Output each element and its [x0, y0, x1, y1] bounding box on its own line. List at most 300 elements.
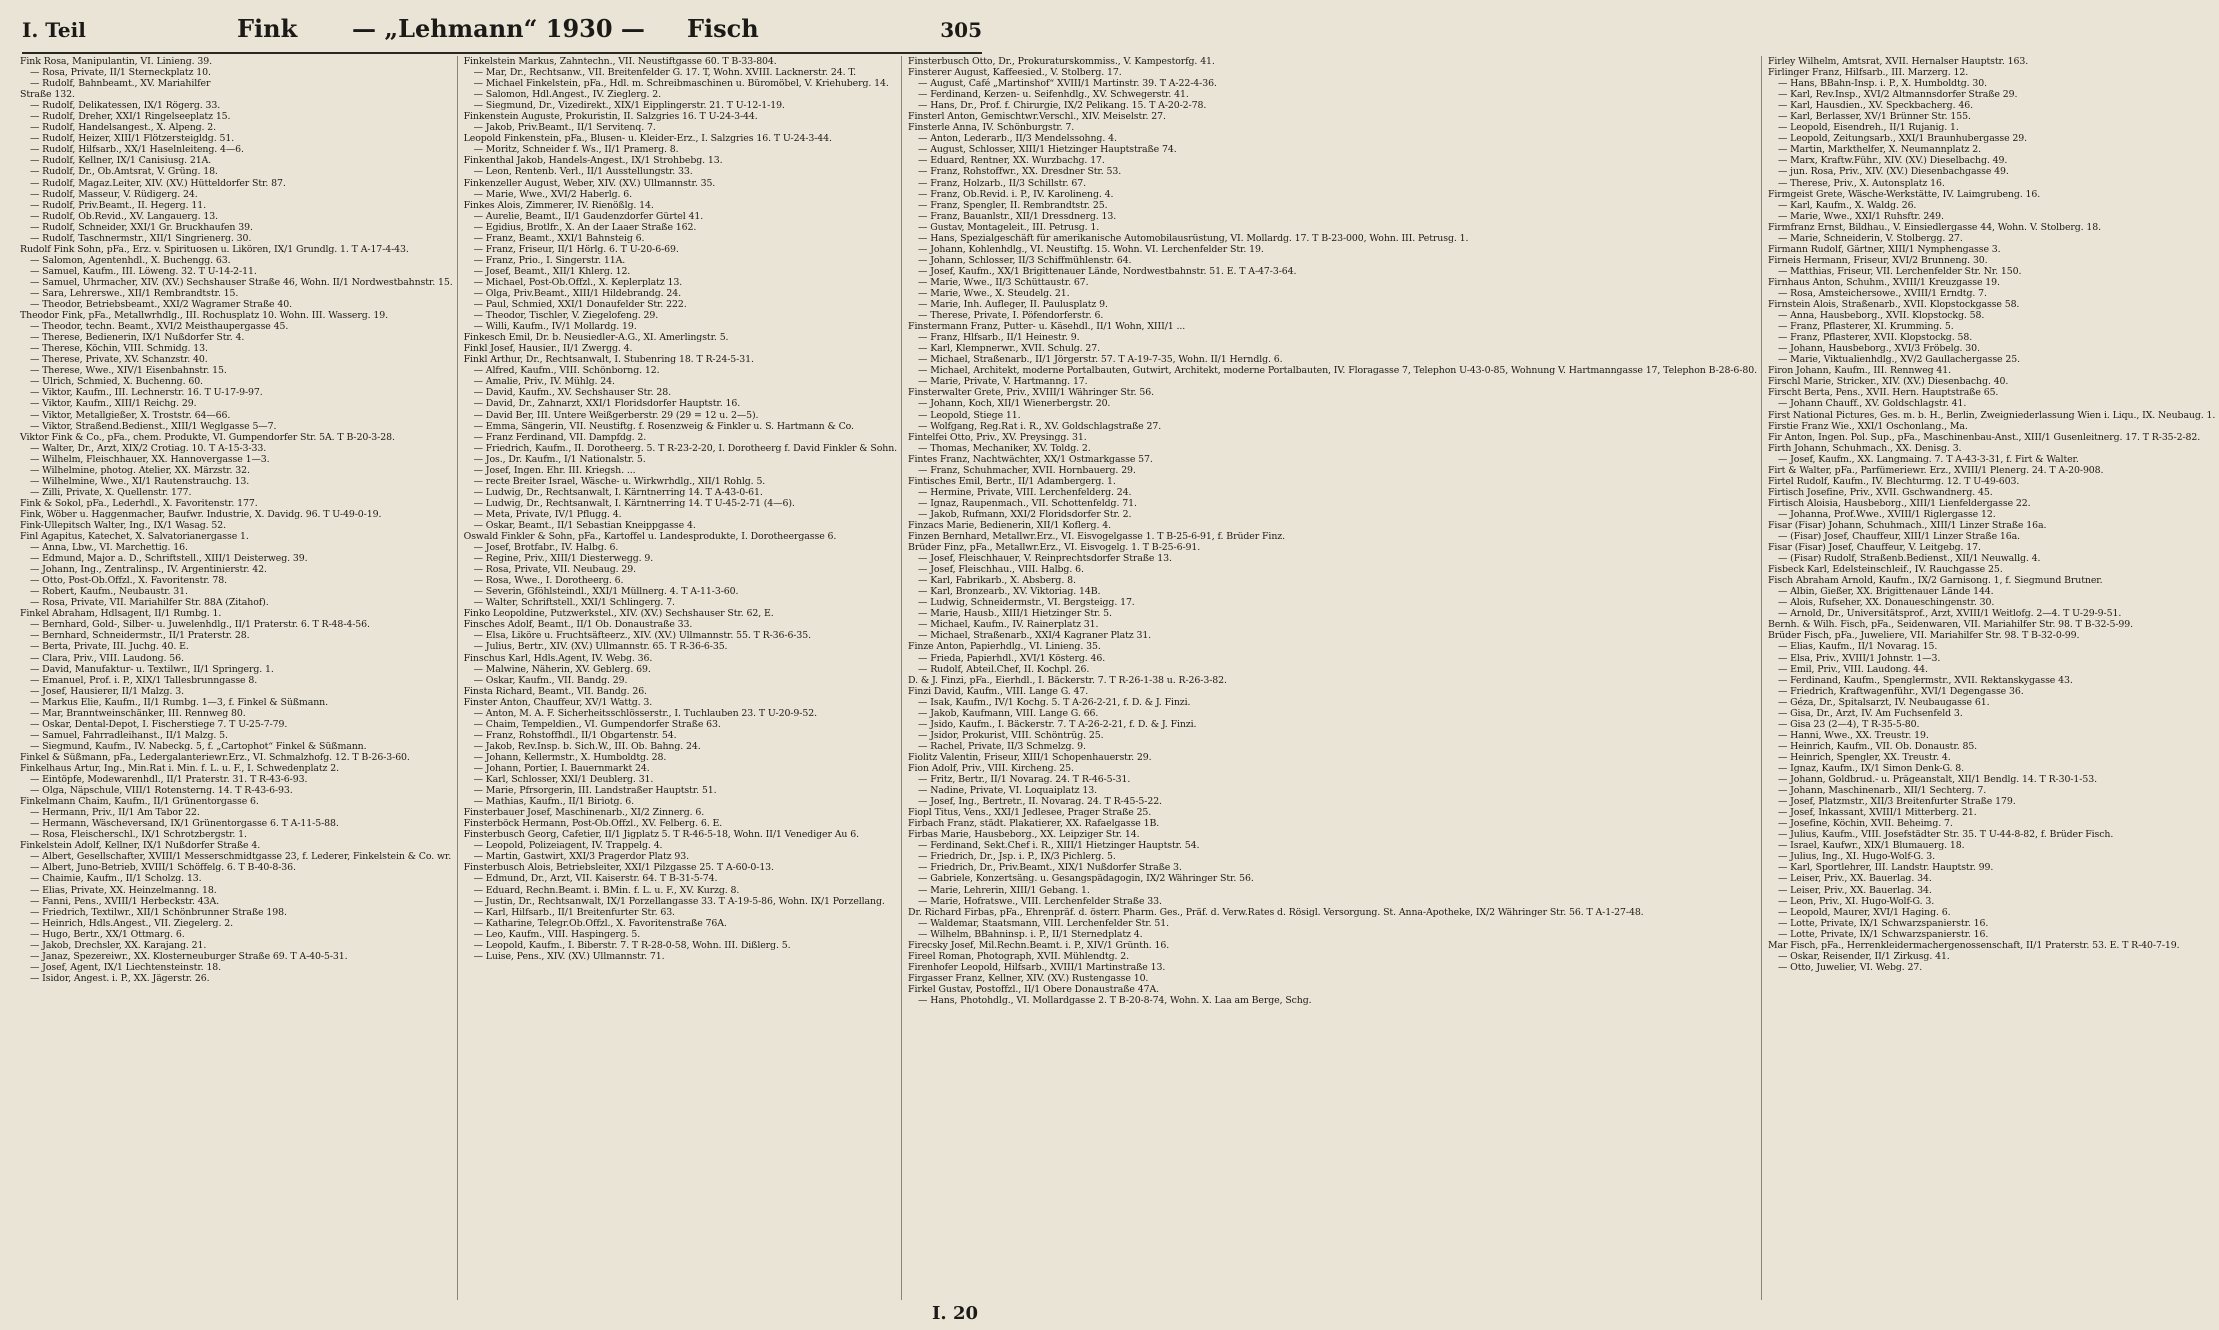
directory-entry: — Rudolf, Ob.Revid., XV. Langauerg. 13. — [30, 210, 218, 222]
directory-entry: Finsterböck Hermann, Post-Ob.Offzl., XV. Felberg. 6. E. — [463, 818, 723, 830]
directory-entry: — recte Breiter Israel, Wäsche- u. Wirkwrhdlg., XII/1 Rohlg. 5. — [473, 475, 766, 487]
directory-entry: — Franz, Hlfsarb., II/1 Heinestr. 9. — [918, 332, 1080, 344]
directory-entry: Firley Wilhelm, Amtsrat, XVII. Hernalser Hauptstr. 163. — [1767, 56, 2029, 67]
directory-entry: — Albert, Gesellschafter, XVIII/1 Messerschmidtgasse 23, f. Lederer, Finkelstein & Co. wr. — [30, 851, 452, 863]
directory-entry: — Rudolf, Delikatessen, IX/1 Rögerg. 33. — [30, 100, 221, 112]
directory-entry: — Josef, Platzmstr., XII/3 Breitenfurter Straße 179. — [1777, 796, 2016, 808]
directory-entry: — Martin, Gastwirt, XXI/3 Pragerdor Platz 93. — [473, 851, 689, 863]
directory-entry: — Johann, Kellermstr., X. Humboldtg. 28. — [473, 751, 667, 763]
directory-column-4 — [1768, 56, 2219, 1300]
directory-entry: Finkesch Emil, Dr. b. Neusiedler-A.G., XI. Amerlingstr. 5. — [463, 332, 729, 344]
directory-entry: — Luise, Pens., XIV. (XV.) Ullmannstr. 71. — [473, 950, 665, 962]
directory-entry: Viktor Fink & Co., pFa., chem. Produkte, VI. Gumpendorfer Str. 5A. T B-20-3-28. — [20, 431, 395, 443]
directory-entry: — Franz, Pflasterer, XVII. Klopstockg. 58. — [1777, 332, 1973, 344]
directory-entry: — Ludwig, Dr., Rechtsanwalt, I. Kärntnerring 14. T U-45-2-71 (4—6). — [473, 497, 795, 509]
running-title: — „Lehmann“ 1930 — — [352, 14, 645, 43]
directory-entry: — Josef, Brotfabr., IV. Halbg. 6. — [473, 542, 619, 554]
directory-entry: — Salomon, Agentenhdl., X. Buchengg. 63. — [30, 254, 231, 266]
directory-entry: Firon Johann, Kaufm., III. Rennweg 41. — [1767, 365, 1952, 377]
directory-entry: — Rudolf, Heizer, XIII/1 Flötzersteigldg. 51. — [30, 133, 235, 145]
directory-entry: — Mar, Dr., Rechtsanw., VII. Breitenfelder G. 17. T, Wohn. XVIII. Lacknerstr. 24. T. — [473, 67, 857, 79]
directory-entry: — Therese, Private, XV. Schanzstr. 40. — [30, 354, 208, 366]
right-catchword: Fisch — [687, 14, 759, 43]
directory-entry: — Bernhard, Schneidermstr., II/1 Praterstr. 28. — [30, 630, 250, 642]
directory-entry: — Janaz, Spezereiwr., XX. Klosterneuburger Straße 69. T A-40-5-31. — [30, 950, 348, 962]
directory-entry: — Theodor, Tischler, V. Ziegelofeng. 29. — [473, 310, 659, 322]
directory-entry: — Ludwig, Schneidermstr., VI. Bergsteigg. 17. — [918, 597, 1135, 609]
directory-entry: — Franz, Holzarb., II/3 Schillstr. 67. — [918, 177, 1086, 189]
directory-entry: — Moritz, Schneider f. Ws., II/1 Pramerg. 8. — [473, 144, 679, 156]
directory-entry: — Josef, Kaufm., XX. Langmaing. 7. T A-43-3-31, f. Firt & Walter. — [1777, 453, 2079, 465]
directory-entry: — Franz, Rohstoffwr., XX. Dresdner Str. 53. — [918, 166, 1122, 178]
directory-entry: — Viktor, Straßend.Bedienst., XIII/1 Weglgasse 5—7. — [30, 420, 277, 432]
directory-entry: — Gisa, Dr., Arzt, IV. Am Fuchsenfeld 3. — [1777, 707, 1963, 719]
directory-entry: — Nadine, Private, VI. Loquaiplatz 13. — [918, 785, 1098, 797]
directory-entry: — Oskar, Beamt., II/1 Sebastian Kneippgasse 4. — [473, 519, 696, 531]
directory-entry: — Oskar, Reisender, II/1 Zirkusg. 41. — [1777, 950, 1950, 962]
directory-entry: Finsterle Anna, IV. Schönburgstr. 7. — [908, 122, 1075, 134]
directory-entry: — Bernhard, Gold-, Silber- u. Juwelenhdlg., II/1 Praterstr. 6. T R-48-4-56. — [30, 619, 370, 631]
directory-entry: Firbach Franz, städt. Plakatierer, XX. Rafaelgasse 1B. — [908, 818, 1160, 830]
directory-entry: — Elias, Kaufm., II/1 Novarag. 15. — [1777, 641, 1938, 653]
directory-entry: — Walter, Schriftstell., XXI/1 Schlingerg. 7. — [473, 597, 675, 609]
directory-entry: Fink & Sokol, pFa., Lederhdl., X. Favoritenstr. 177. — [20, 497, 258, 509]
directory-entry: — Ignaz, Raupenmach., VII. Schottenfeldg. 71. — [918, 497, 1137, 509]
directory-entry: — Rosa, Private, II/1 Sterneckplatz 10. — [30, 67, 211, 79]
directory-entry: Firscht Berta, Pens., XVII. Hern. Hauptstraße 65. — [1767, 387, 1999, 399]
directory-entry: — Rudolf, Schneider, XXI/1 Gr. Bruckhaufen 39. — [30, 221, 253, 233]
directory-entry: — Rudolf, Masseur, V. Rüdigerg. 24. — [30, 188, 198, 200]
directory-entry: — Marie, Wwe., II/3 Schüttaustr. 67. — [918, 276, 1089, 288]
directory-entry: Finschus Karl, Hdls.Agent, IV. Webg. 36. — [463, 652, 653, 664]
directory-entry: — Friedrich, Textilwr., XII/1 Schönbrunner Straße 198. — [30, 906, 287, 918]
directory-entry: Firecsky Josef, Mil.Rechn.Beamt. i. P., XIV/1 Grünth. 16. — [908, 939, 1170, 951]
directory-entry: — Michael, Straßenarb., II/1 Jörgerstr. 57. T A-19-7-35, Wohn. II/1 Herndlg. 6. — [918, 354, 1283, 366]
directory-entry: — Hermann, Wäscheversand, IX/1 Grünentorgasse 6. T A-11-5-88. — [30, 818, 339, 830]
directory-entry: Brüder Finz, pFa., Metallwr.Erz., VI. Eisvogelg. 1. T B-25-6-91. — [908, 542, 1201, 554]
sheet-signature: I. 20 — [931, 1303, 978, 1324]
directory-entry: — David, Manufaktur- u. Textilwr., II/1 Springerg. 1. — [30, 663, 274, 675]
directory-entry: Finsterbusch Otto, Dr., Prokuraturskommiss., V. Kampestorfg. 41. — [908, 56, 1215, 67]
directory-entry: Rudolf Fink Sohn, pFa., Erz. v. Spirituosen u. Likören, IX/1 Grundlg. 1. T A-17-4-43. — [20, 243, 409, 255]
directory-entry: — Viktor, Kaufm., XIII/1 Reichg. 29. — [30, 398, 197, 410]
directory-entry: Finsterbusch Alois, Betriebsleiter, XXI/1 Pilzgasse 25. T A-60-0-13. — [463, 862, 774, 874]
directory-entry: — Heinrich, Hdls.Angest., VII. Ziegelerg. 2. — [30, 917, 233, 929]
directory-entry: — Regine, Priv., XIII/1 Diesterwegg. 9. — [473, 553, 654, 565]
directory-entry: — Johann, Maschinenarb., XII/1 Sechterg. 7. — [1777, 785, 1987, 797]
directory-entry: — Waldemar, Staatsmann, VIII. Lerchenfelder Str. 51. — [918, 917, 1170, 929]
directory-entry: Fisbeck Karl, Edelsteinschleif., IV. Rauchgasse 25. — [1767, 564, 2003, 576]
directory-entry: Finkes Alois, Zimmerer, IV. Rienößlg. 14. — [463, 199, 654, 211]
directory-entry: — Lotte, Private, IX/1 Schwarzspanierstr. 16. — [1777, 928, 1989, 940]
directory-entry: — Willi, Kaufm., IV/1 Mollardg. 19. — [473, 321, 637, 333]
directory-entry: — Therese, Priv., X. Autonsplatz 16. — [1777, 177, 1945, 189]
directory-entry: Fink, Wöber u. Haggenmacher, Baufwr. Industrie, X. Davidg. 96. T U-49-0-19. — [20, 508, 382, 520]
directory-entry: Finko Leopoldine, Putzwerkstel., XIV. (XV.) Sechshauser Str. 62, E. — [463, 608, 774, 620]
directory-entry: — Paul, Schmied, XXI/1 Donaufelder Str. 222. — [473, 299, 687, 311]
directory-entry: Firschl Marie, Stricker., XIV. (XV.) Diesenbachg. 40. — [1767, 376, 2009, 388]
directory-entry: Firt & Walter, pFa., Parfümeriewr. Erz., XVIII/1 Plenerg. 24. T A-20-908. — [1767, 464, 2104, 476]
directory-entry: Fisch Abraham Arnold, Kaufm., IX/2 Garnisong. 1, f. Siegmund Brutner. — [1767, 575, 2103, 587]
directory-entry: — Robert, Kaufm., Neubaustr. 31. — [30, 586, 188, 598]
directory-entry: — Anton, M. A. F. Sicherheitsschlösserstr., I. Tuchlauben 23. T U-20-9-52. — [473, 707, 817, 719]
directory-entry: Finsches Adolf, Beamt., II/1 Ob. Donaustraße 33. — [463, 619, 693, 631]
directory-entry: First National Pictures, Ges. m. b. H., Berlin, Zweigniederlassung Wien i. Liqu., IX. Neubaug. 1. — [1767, 409, 2216, 421]
directory-entry: Fintisches Emil, Bertr., II/1 Adambergerg. 1. — [908, 475, 1116, 487]
directory-entry: — Josef, Ing., Bertretr., II. Novarag. 24. T R-45-5-22. — [918, 796, 1162, 808]
directory-entry: — Israel, Kaufwr., XIX/1 Blumauerg. 18. — [1777, 840, 1965, 852]
directory-entry: — Therese, Köchin, VIII. Schmidg. 13. — [30, 343, 208, 355]
directory-entry: — Siegmund, Dr., Vizedirekt., XIX/1 Eipplingerstr. 21. T U-12-1-19. — [473, 100, 785, 112]
directory-entry: — Rosa, Fleischerschl., IX/1 Schrotzbergstr. 1. — [30, 829, 247, 841]
directory-entry: Straße 132. — [20, 89, 75, 101]
directory-entry: — Otto, Post-Ob.Offzl., X. Favoritenstr. 78. — [30, 575, 228, 587]
directory-entry: — Justin, Dr., Rechtsanwalt, IX/1 Porzellangasse 33. T A-19-5-86, Wohn. IX/1 Porzellang. — [473, 895, 885, 907]
directory-entry: — Ferdinand, Kerzen- u. Seifenhdlg., XV. Schwegerstr. 41. — [918, 89, 1189, 101]
directory-entry: — Franz, Prio., I. Singerstr. 11A. — [473, 254, 626, 266]
directory-entry: Finsta Richard, Beamt., VII. Bandg. 26. — [463, 685, 647, 697]
directory-column-2 — [464, 56, 902, 1300]
directory-entry: — Samuel, Uhrmacher, XIV. (XV.) Sechshauser Straße 46, Wohn. II/1 Nordwestbahnstr. 15. — [30, 276, 453, 288]
directory-entry: — Franz Ferdinand, VII. Dampfdg. 2. — [473, 431, 647, 443]
directory-entry: — Clara, Priv., VIII. Laudong. 56. — [30, 652, 184, 664]
directory-entry: — Rosa, Wwe., I. Dorotheerg. 6. — [473, 575, 624, 587]
directory-entry: Firth Johann, Schuhmach., XX. Denisg. 3. — [1767, 442, 1962, 454]
directory-entry: — Josef, Beamt., XII/1 Khlerg. 12. — [473, 265, 631, 277]
directory-entry: — Samuel, Kaufm., III. Löweng. 32. T U-14-2-11. — [30, 265, 257, 277]
directory-entry: — Chaim, Tempeldien., VI. Gumpendorfer Straße 63. — [473, 718, 721, 730]
directory-entry: — Oskar, Kaufm., VII. Bandg. 29. — [473, 674, 628, 686]
directory-entry: Fink Rosa, Manipulantin, VI. Linieng. 39. — [20, 56, 212, 67]
directory-entry: Finsterwalter Grete, Priv., XVIII/1 Währinger Str. 56. — [908, 387, 1155, 399]
directory-entry: Firnhaus Anton, Schuhm., XVIII/1 Kreuzgasse 19. — [1767, 276, 2000, 288]
directory-entry: — Marie, Schneiderin, V. Stolbergg. 27. — [1777, 232, 1963, 244]
directory-entry: — Johann, Hausbeborg., XVI/3 Fröbelg. 30. — [1777, 343, 1980, 355]
directory-entry: — Leon, Priv., XI. Hugo-Wolf-G. 3. — [1777, 895, 1935, 907]
directory-entry: — Karl, Hausdien., XV. Speckbacherg. 46. — [1777, 100, 1973, 112]
directory-entry: — Josef, Hausierer, II/1 Malzg. 3. — [30, 685, 184, 697]
directory-entry: Firtel Rudolf, Kaufm., IV. Blechturmg. 12. T U-49-603. — [1767, 475, 2020, 487]
directory-entry: — Johann, Ing., Zentralinsp., IV. Argentinierstr. 42. — [30, 564, 267, 576]
directory-entry: — Isak, Kaufm., IV/1 Kochg. 5. T A-26-2-21, f. D. & J. Finzi. — [918, 696, 1191, 708]
directory-entry: Finsterbusch Georg, Cafetier, II/1 Jigplatz 5. T R-46-5-18, Wohn. II/1 Venediger Au 6. — [463, 829, 859, 841]
directory-entry: — Michael Finkelstein, pFa., Hdl. m. Schreibmaschinen u. Büromöbel, V. Kriehuberg. 14. — [473, 78, 889, 90]
directory-entry: — Severin, Gföhlsteindl., XXI/1 Müllnerg. 4. T A-11-3-60. — [473, 586, 739, 598]
directory-entry: — Alois, Rufseher, XX. Donaueschingenstr. 30. — [1777, 597, 1995, 609]
directory-entry: — Eintöpfe, Modewarenhdl., II/1 Praterstr. 31. T R-43-6-93. — [30, 774, 308, 786]
directory-entry: — Franz, Schuhmacher, XVII. Hornbauerg. 29. — [918, 464, 1136, 476]
directory-entry: — Marie, Hofratswe., VIII. Lerchenfelder Straße 33. — [918, 895, 1162, 907]
directory-entry: — Jakob, Drechsler, XX. Karajang. 21. — [30, 939, 207, 951]
directory-entry: — David, Dr., Zahnarzt, XXI/1 Floridsdorfer Hauptstr. 16. — [473, 398, 741, 410]
directory-entry: — Karl, Schlosser, XXI/1 Deublerg. 31. — [473, 774, 654, 786]
directory-entry: Firlinger Franz, Hilfsarb., III. Marzerg. 12. — [1767, 67, 1969, 79]
directory-entry: — Edmund, Dr., Arzt, VII. Kaiserstr. 64. T B-31-5-74. — [473, 873, 718, 885]
directory-columns — [20, 56, 2216, 1300]
directory-entry: — Elsa, Liköre u. Fruchtsäfteerz., XIV. (XV.) Ullmannstr. 55. T R-36-6-35. — [473, 630, 811, 642]
directory-entry: — Karl, Kaufm., X. Waldg. 26. — [1777, 199, 1917, 211]
directory-entry: — Walter, Dr., Arzt, XIX/2 Crotiag. 10. T A-15-3-33. — [30, 442, 267, 454]
directory-entry: Firmfranz Ernst, Bildhau., V. Einsiedlergasse 44, Wohn. V. Stolberg. 18. — [1767, 221, 2102, 233]
directory-entry: — Wilhelmine, photog. Atelier, XX. Märzstr. 32. — [30, 464, 250, 476]
directory-entry: — Josefine, Köchin, XVII. Beheimg. 7. — [1777, 818, 1953, 830]
directory-entry: Firnstein Alois, Straßenarb., XVII. Klopstockgasse 58. — [1767, 299, 2020, 311]
directory-entry: — Rosa, Private, VII. Neubaug. 29. — [473, 564, 637, 576]
directory-entry: — Leon, Rentenb. Verl., II/1 Ausstellungstr. 33. — [473, 166, 693, 178]
directory-entry: — Olga, Näpschule, VIII/1 Rotensterng. 14. T R-43-6-93. — [30, 785, 293, 797]
directory-entry: — Berta, Private, III. Juchg. 40. E. — [30, 641, 189, 653]
directory-entry: — David, Kaufm., XV. Sechshauser Str. 28. — [473, 387, 672, 399]
directory-entry: — Matthias, Friseur, VII. Lerchenfelder Str. Nr. 150. — [1777, 265, 2022, 277]
directory-entry: Fiopl Titus, Vens., XXI/1 Jedlesee, Prager Straße 25. — [908, 807, 1152, 819]
directory-entry: — Julius, Ing., XI. Hugo-Wolf-G. 3. — [1777, 851, 1935, 863]
directory-entry: — Egidius, Brotlfr., X. An der Laaer Straße 162. — [473, 221, 697, 233]
directory-entry: — Otto, Juwelier, VI. Webg. 27. — [1777, 961, 1923, 973]
directory-entry: — Therese, Private, I. Pöfendorferstr. 6. — [918, 310, 1104, 322]
directory-entry: — Anna, Hausbeborg., XVII. Klopstockg. 58. — [1777, 310, 1985, 322]
directory-column-1 — [20, 56, 458, 1300]
directory-entry: — Friedrich, Kaufm., II. Dorotheerg. 5. T R-23-2-20, I. Dorotheerg f. David Finkler & Sohn. — [473, 442, 898, 454]
directory-entry: Firstie Franz Wie., XXI/1 Oschonlang., Ma. — [1767, 420, 1968, 432]
directory-entry: — Rudolf, Magaz.Leiter, XIV. (XV.) Hütteldorfer Str. 87. — [30, 177, 286, 189]
directory-entry: — Rosa, Private, VII. Mariahilfer Str. 88A (Zitahof). — [30, 597, 269, 609]
directory-entry: — Karl, Sportlehrer, III. Landstr. Hauptstr. 99. — [1777, 862, 1994, 874]
directory-entry: — Marie, Pfrsorgerin, III. Landstraßer Hauptstr. 51. — [473, 785, 717, 797]
directory-entry: — Emanuel, Prof. i. P., XIX/1 Tallesbrunngasse 8. — [30, 674, 258, 686]
directory-entry: — Alfred, Kaufm., VIII. Schönborng. 12. — [473, 365, 660, 377]
directory-entry: — Elias, Private, XX. Heinzelmanng. 18. — [30, 884, 217, 896]
directory-entry: — Eduard, Rechn.Beamt. i. BMin. f. L. u. F., XV. Kurzg. 8. — [473, 884, 740, 896]
directory-entry: — Zilli, Private, X. Quellenstr. 177. — [30, 486, 192, 498]
directory-entry: — Anton, Lederarb., II/3 Mendelssohng. 4. — [918, 133, 1117, 145]
page-header — [22, 12, 982, 54]
directory-entry: Finkl Arthur, Dr., Rechtsanwalt, I. Stubenring 18. T R-24-5-31. — [463, 354, 754, 366]
directory-entry: — Jakob, Rev.Insp. b. Sich.W., III. Ob. Bahng. 24. — [473, 740, 701, 752]
directory-entry: — Samuel, Fahrradleihanst., II/1 Malzg. 5. — [30, 729, 228, 741]
directory-entry: — Karl, Berlasser, XV/1 Brünner Str. 155. — [1777, 111, 1971, 123]
directory-entry: Finkelstein Adolf, Kellner, IX/1 Nußdorfer Straße 4. — [20, 840, 261, 852]
directory-entry: Fir Anton, Ingen. Pol. Sup., pFa., Maschinenbau-Anst., XIII/1 Gusenleitnerg. 17. T R-35-2-82. — [1767, 431, 2201, 443]
directory-entry: Finl Agapitus, Katechet, X. Salvatorianergasse 1. — [20, 531, 249, 543]
directory-entry: Firmann Rudolf, Gärtner, XIII/1 Nymphengasse 3. — [1767, 243, 2001, 255]
directory-entry: Firtisch Josefine, Priv., XVII. Gschwandnerg. 45. — [1767, 486, 1993, 498]
directory-entry: — Sara, Lehrerswe., XII/1 Rembrandtstr. 15. — [30, 287, 239, 299]
directory-entry: — Karl, Bronzearb., XV. Viktoriag. 14B. — [918, 586, 1101, 598]
directory-entry: — Elsa, Priv., XVIII/1 Johnstr. 1—3. — [1777, 652, 1941, 664]
directory-entry: — Marie, Viktualienhdlg., XV/2 Gaullachergasse 25. — [1777, 354, 2020, 366]
directory-entry: — Leopold, Eisendreh., II/1 Rujanig. 1. — [1777, 122, 1959, 134]
directory-entry: D. & J. Finzi, pFa., Eierhdl., I. Bäckerstr. 7. T R-26-1-38 u. R-26-3-82. — [908, 674, 1227, 686]
directory-entry: — Wilhelm, BBahninsp. i. P., II/1 Sternedplatz 4. — [918, 928, 1143, 940]
directory-entry: Dr. Richard Firbas, pFa., Ehrenpräf. d. österr. Pharm. Ges., Präf. d. Verw.Rates d. Rösigl. Versorgung. St. Anna-Apotheke, IX/2 Währinger Str. 56. T A-1-27-48. — [908, 906, 1644, 918]
directory-entry: — Emil, Priv., VIII. Laudong. 44. — [1777, 663, 1928, 675]
directory-entry: — Isidor, Angest. i. P., XX. Jägerstr. 26. — [30, 972, 210, 984]
directory-entry: — Julius, Bertr., XIV. (XV.) Ullmannstr. 65. T R-36-6-35. — [473, 641, 728, 653]
directory-entry: — Josef, Agent, IX/1 Liechtensteinstr. 18. — [30, 961, 222, 973]
directory-entry: Mar Fisch, pFa., Herrenkleidermachergenossenschaft, II/1 Praterstr. 53. E. T R-40-7-19. — [1767, 939, 2180, 951]
directory-entry: — Frieda, Papierhdl., XVI/1 Kösterg. 46. — [918, 652, 1106, 664]
directory-entry: — Ulrich, Schmied, X. Buchenng. 60. — [30, 376, 203, 388]
directory-entry: — Theodor, Betriebsbeamt., XXI/2 Wagramer Straße 40. — [30, 299, 292, 311]
directory-entry: — Rudolf, Taschnermstr., XII/1 Singrienerg. 30. — [30, 232, 252, 244]
directory-entry: — Rudolf, Handelsangest., X. Alpeng. 2. — [30, 122, 217, 134]
directory-entry: — Friedrich, Kraftwagenführ., XVI/1 Degengasse 36. — [1777, 685, 2024, 697]
directory-entry: — Leopold, Zeitungsarb., XXI/1 Braunhubergasse 29. — [1777, 133, 2028, 145]
directory-entry: — Katharine, Telegr.Ob.Offzl., X. Favoritenstraße 76A. — [473, 917, 727, 929]
directory-entry: Firbas Marie, Hausbeborg., XX. Leipziger Str. 14. — [908, 829, 1140, 841]
directory-entry: — Johann, Kohlenhdlg., VI. Neustiftg. 15. Wohn. VI. Lerchenfelder Str. 19. — [918, 243, 1264, 255]
directory-entry: Firenhofer Leopold, Hilfsarb., XVIII/1 Martinstraße 13. — [908, 961, 1166, 973]
directory-entry: — Hermine, Private, VIII. Lerchenfelderg. 24. — [918, 486, 1132, 498]
directory-entry: Finsterer August, Kaffeesied., V. Stolberg. 17. — [908, 67, 1122, 79]
directory-entry: — Hans, Dr., Prof. f. Chirurgie, IX/2 Pelikang. 15. T A-20-2-78. — [918, 100, 1207, 112]
directory-entry: — Marie, Lehrerin, XIII/1 Gebang. 1. — [918, 884, 1090, 896]
directory-entry: — Franz, Bauanlstr., XII/1 Dressdnerg. 13. — [918, 210, 1117, 222]
directory-entry: — Lotte, Private, IX/1 Schwarzspanierstr. 16. — [1777, 917, 1989, 929]
directory-entry: — Mathias, Kaufm., II/1 Biriotg. 6. — [473, 796, 634, 808]
directory-entry: Finsterl Anton, Gemischtwr.Verschl., XIV. Meiselstr. 27. — [908, 111, 1166, 123]
directory-entry: — Jakob, Rufmann, XXI/2 Floridsdorfer Str. 2. — [918, 508, 1132, 520]
directory-entry: Brüder Fisch, pFa., Juweliere, VII. Mariahilfer Str. 98. T B-32-0-99. — [1767, 630, 2080, 642]
directory-entry: — Marie, Wwe., XXI/1 Ruhsftr. 249. — [1777, 210, 1944, 222]
directory-entry: — Franz, Spengler, II. Rembrandtstr. 25. — [918, 199, 1108, 211]
part-label: I. Teil — [22, 18, 86, 42]
directory-entry: — Ludwig, Dr., Rechtsanwalt, I. Kärntnerring 14. T A-43-0-61. — [473, 486, 763, 498]
directory-entry: — Michael, Straßenarb., XXI/4 Kagraner Platz 31. — [918, 630, 1152, 642]
directory-entry: Finkenstein Auguste, Prokuristin, II. Salzgries 16. T U-24-3-44. — [463, 111, 758, 123]
directory-entry: — Franz, Pflasterer, XI. Krumming. 5. — [1777, 321, 1954, 333]
directory-entry: — Eduard, Rentner, XX. Wurzbachg. 17. — [918, 155, 1105, 167]
directory-entry: — Therese, Wwe., XIV/1 Eisenbahnstr. 15. — [30, 365, 227, 377]
directory-entry: — Siegmund, Kaufm., IV. Nabeckg. 5, f. „Cartophot“ Finkel & Süßmann. — [30, 740, 367, 752]
directory-entry: — Marie, Wwe., X. Steudelg. 21. — [918, 287, 1070, 299]
directory-entry: Fink-Ullepitsch Walter, Ing., IX/1 Wasag. 52. — [20, 519, 226, 531]
directory-entry: — Julius, Kaufm., VIII. Josefstädter Str. 35. T U-44-8-82, f. Brüder Fisch. — [1777, 829, 2114, 841]
directory-entry: — Johann, Goldbrud.- u. Prägeanstalt, XII/1 Bendlg. 14. T R-30-1-53. — [1777, 774, 2097, 786]
directory-entry: — Franz, Rohstoffhdl., II/1 Obgartenstr. 54. — [473, 729, 677, 741]
directory-entry: — Johanna, Prof.Wwe., XVIII/1 Riglergasse 12. — [1777, 508, 1996, 520]
directory-entry: — Rosa, Amsteichersowe., XVIII/1 Erndtg. 7. — [1777, 287, 1987, 299]
directory-entry: Finstermann Franz, Putter- u. Käsehdl., II/1 Wohn, XIII/1 ... — [908, 321, 1186, 333]
directory-entry: Finzen Bernhard, Metallwr.Erz., VI. Eisvogelgasse 1. T B-25-6-91, f. Brüder Finz. — [908, 531, 1285, 543]
directory-entry: — Leopold, Maurer, XVI/1 Haging. 6. — [1777, 906, 1951, 918]
directory-entry: — Franz, Friseur, II/1 Hörlg. 6. T U-20-6-69. — [473, 243, 679, 255]
directory-entry: — Marx, Kraftw.Führ., XIV. (XV.) Dieselbachg. 49. — [1777, 155, 2008, 167]
directory-entry: Fisar (Fisar) Johann, Schuhmach., XIII/1 Linzer Straße 16a. — [1767, 519, 2047, 531]
directory-entry: — Oskar, Dental-Depot, I. Fischerstiege 7. T U-25-7-79. — [30, 718, 288, 730]
directory-entry: — (Fisar) Josef, Chauffeur, XIII/1 Linzer Straße 16a. — [1777, 531, 2020, 543]
directory-entry: — Friedrich, Dr., Priv.Beamt., XIX/1 Nußdorfer Straße 3. — [918, 862, 1182, 874]
directory-entry: — August, Schlosser, XIII/1 Hietzinger Hauptstraße 74. — [918, 144, 1177, 156]
directory-entry: — Josef, Fleischhau., VIII. Halbg. 6. — [918, 564, 1084, 576]
directory-entry: Finkel Abraham, Hdlsagent, II/1 Rumbg. 1. — [20, 608, 222, 620]
directory-entry: — Leiser, Priv., XX. Bauerlag. 34. — [1777, 873, 1932, 885]
directory-entry: — Arnold, Dr., Universitätsprof., Arzt, XVIII/1 Weitlofg. 2—4. T U-29-9-51. — [1777, 608, 2122, 620]
directory-entry: — Franz, Ob.Revid. i. P., IV. Karolineng. 4. — [918, 188, 1114, 200]
directory-entry: — Josef, Inkassant, XVIII/1 Mitterberg. 21. — [1777, 807, 1977, 819]
directory-entry: Finkelhaus Artur, Ing., Min.Rat i. Min. f. L. u. F., I. Schwedenplatz 2. — [20, 763, 339, 774]
directory-entry: — Rudolf, Kellner, IX/1 Canisiusg. 21A. — [30, 155, 212, 167]
directory-entry: — August, Café „Martinshof“ XVIII/1 Martinstr. 39. T A-22-4-36. — [918, 78, 1217, 90]
directory-entry: — Hermann, Priv., II/1 Am Tabor 22. — [30, 807, 200, 819]
directory-entry: — Johann, Koch, XII/1 Wienerbergstr. 20. — [918, 398, 1111, 410]
directory-entry: — Leopold, Polizeiagent, IV. Trappelg. 4. — [473, 840, 663, 852]
directory-entry: — Fritz, Bertr., II/1 Novarag. 24. T R-46-5-31. — [918, 774, 1131, 786]
directory-entry: — Wilhelmine, Wwe., XI/1 Rautenstrauchg. 13. — [30, 475, 250, 487]
directory-entry: Finkelmann Chaim, Kaufm., II/1 Grünentorgasse 6. — [20, 796, 259, 808]
directory-entry: Finkel & Süßmann, pFa., Ledergalanteriewr.Erz., VI. Schmalzhofg. 12. T B-26-3-60. — [20, 751, 410, 763]
directory-entry: — Jos., Dr. Kaufm., I/1 Nationalstr. 5. — [473, 453, 646, 465]
directory-entry: — Karl, Hilfsarb., II/1 Breitenfurter Str. 63. — [473, 906, 675, 918]
directory-entry: Firtisch Aloisia, Hausbeborg., XIII/1 Lienfeldergasse 22. — [1767, 497, 2031, 509]
directory-entry: — Jsidor, Prokurist, VIII. Schöntrüg. 25. — [918, 729, 1104, 741]
directory-entry: — Albert, Juno-Betrieb, XVIII/1 Schöffelg. 6. T B-40-8-36. — [30, 862, 296, 874]
directory-entry: — Rudolf, Dr., Ob.Amtsrat, V. Grüng. 18. — [30, 166, 218, 178]
directory-entry: — Viktor, Metallgießer, X. Troststr. 64—66. — [30, 409, 231, 421]
directory-entry: Finkenzeller August, Weber, XIV. (XV.) Ullmannstr. 35. — [463, 177, 716, 189]
directory-entry: Fion Adolf, Priv., VIII. Kircheng. 25. — [908, 763, 1074, 774]
directory-entry: — Amalie, Priv., IV. Mühlg. 24. — [473, 376, 615, 388]
directory-entry: Theodor Fink, pFa., Metallwrhdlg., III. Rochusplatz 10. Wohn. III. Wasserg. 19. — [20, 310, 389, 322]
directory-entry: — Hugo, Bertr., XX/1 Ottmarg. 6. — [30, 928, 185, 940]
directory-entry: Finzi David, Kaufm., VIII. Lange G. 47. — [908, 685, 1089, 697]
directory-entry: — Leo, Kaufm., VIII. Haspingerg. 5. — [473, 928, 641, 940]
left-catchword: Fink — [237, 14, 298, 43]
directory-entry: — Viktor, Kaufm., III. Lechnerstr. 16. T U-17-9-97. — [30, 387, 263, 399]
directory-entry: — Ferdinand, Sekt.Chef i. R., XIII/1 Hietzinger Hauptstr. 54. — [918, 840, 1200, 852]
directory-entry: — Jsido, Kaufm., I. Bäckerstr. 7. T A-26-2-21, f. D. & J. Finzi. — [918, 718, 1197, 730]
directory-entry: — Albin, Gießer, XX. Brigittenauer Lände 144. — [1777, 586, 1994, 598]
directory-entry: Fintes Franz, Nachtwächter, XX/1 Ostmarkgasse 57. — [908, 453, 1153, 465]
directory-entry: — Gisa 23 (2—4), T R-35-5-80. — [1777, 718, 1920, 730]
directory-entry: — Karl, Fabrikarb., X. Absberg. 8. — [918, 575, 1076, 587]
directory-entry: Fintelfei Otto, Priv., XV. Preysingg. 31. — [908, 431, 1087, 443]
directory-entry: — Heinrich, Kaufm., VII. Ob. Donaustr. 85. — [1777, 740, 1978, 752]
directory-entry: — Hans, Photohdlg., VI. Mollardgasse 2. T B-20-8-74, Wohn. X. Laa am Berge, Schg. — [918, 994, 1312, 1006]
directory-entry: — Emma, Sängerin, VII. Neustiftg. f. Rosenzweig & Finkler u. S. Hartmann & Co. — [473, 420, 854, 432]
directory-entry: — Marie, Inh. Aufleger, II. Paulusplatz 9. — [918, 299, 1108, 311]
directory-entry: — Michael, Kaufm., IV. Rainerplatz 31. — [918, 619, 1099, 631]
directory-entry: — Gabriele, Konzertsäng. u. Gesangspädagogin, IX/2 Währinger Str. 56. — [918, 873, 1254, 885]
directory-entry: — Rachel, Private, II/3 Schmelzg. 9. — [918, 740, 1086, 752]
directory-entry: — Mar, Branntweinschänker, III. Rennweg 80. — [30, 707, 246, 719]
directory-entry: — Chaimie, Kaufm., II/1 Scholzg. 13. — [30, 873, 202, 885]
directory-entry: — Johann, Schlosser, II/3 Schiffmühlenstr. 64. — [918, 254, 1132, 266]
directory-entry: — Hans, BBahn-Insp. i. P., X. Humboldtg. 30. — [1777, 78, 1987, 90]
directory-entry: — Hans, Spezialgeschäft für amerikanische Automobilausrüstung, VI. Mollardg. 17. T B-23-000, Wohn. III. Petrusg. 1. — [918, 232, 1469, 244]
directory-entry: — Josef, Fleischhauer, V. Reinprechtsdorfer Straße 13. — [918, 553, 1172, 565]
directory-entry: Finzacs Marie, Bedienerin, XII/1 Koflerg. 4. — [908, 519, 1111, 531]
directory-entry: — Jakob, Kaufmann, VIII. Lange G. 66. — [918, 707, 1099, 719]
directory-entry: Finkl Josef, Hausier., II/1 Zwergg. 4. — [463, 343, 633, 355]
directory-entry: — Fanni, Pens., XVIII/1 Herbeckstr. 43A. — [30, 895, 220, 907]
directory-entry: — Theodor, techn. Beamt., XVI/2 Meisthaupergasse 45. — [30, 321, 289, 333]
directory-entry: — Rudolf, Priv.Beamt., II. Hegerg. 11. — [30, 199, 206, 211]
directory-entry: — Friedrich, Dr., Jsp. i. P., IX/3 Pichlerg. 5. — [918, 851, 1116, 863]
directory-entry: — Leopold, Stiege 11. — [918, 409, 1021, 421]
directory-entry: — Marie, Wwe., XVI/2 Haberlg. 6. — [473, 188, 633, 200]
directory-entry: — Rudolf, Dreher, XXI/1 Ringelseeplatz 15. — [30, 111, 231, 123]
directory-entry: — Edmund, Major a. D., Schriftstell., XIII/1 Deisterweg. 39. — [30, 553, 308, 565]
directory-entry: Fisar (Fisar) Josef, Chauffeur, V. Leitgebg. 17. — [1767, 542, 1981, 554]
directory-entry: — Michael, Post-Ob.Offzl., X. Keplerplatz 13. — [473, 276, 683, 288]
directory-entry: — Heinrich, Spengler, XX. Treustr. 4. — [1777, 751, 1951, 763]
directory-entry: — (Fisar) Rudolf, Straßenb.Bedienst., XII/1 Neuwallg. 4. — [1777, 553, 2041, 565]
directory-entry: — Marie, Private, V. Hartmanng. 17. — [918, 376, 1088, 388]
directory-entry: Finkelstein Markus, Zahntechn., VII. Neustiftgasse 60. T B-33-804. — [463, 56, 777, 67]
directory-entry: — Karl, Klempnerwr., XVII. Schulg. 27. — [918, 343, 1100, 355]
directory-entry: Oswald Finkler & Sohn, pFa., Kartoffel u. Landesprodukte, I. Dorotheergasse 6. — [463, 531, 837, 543]
